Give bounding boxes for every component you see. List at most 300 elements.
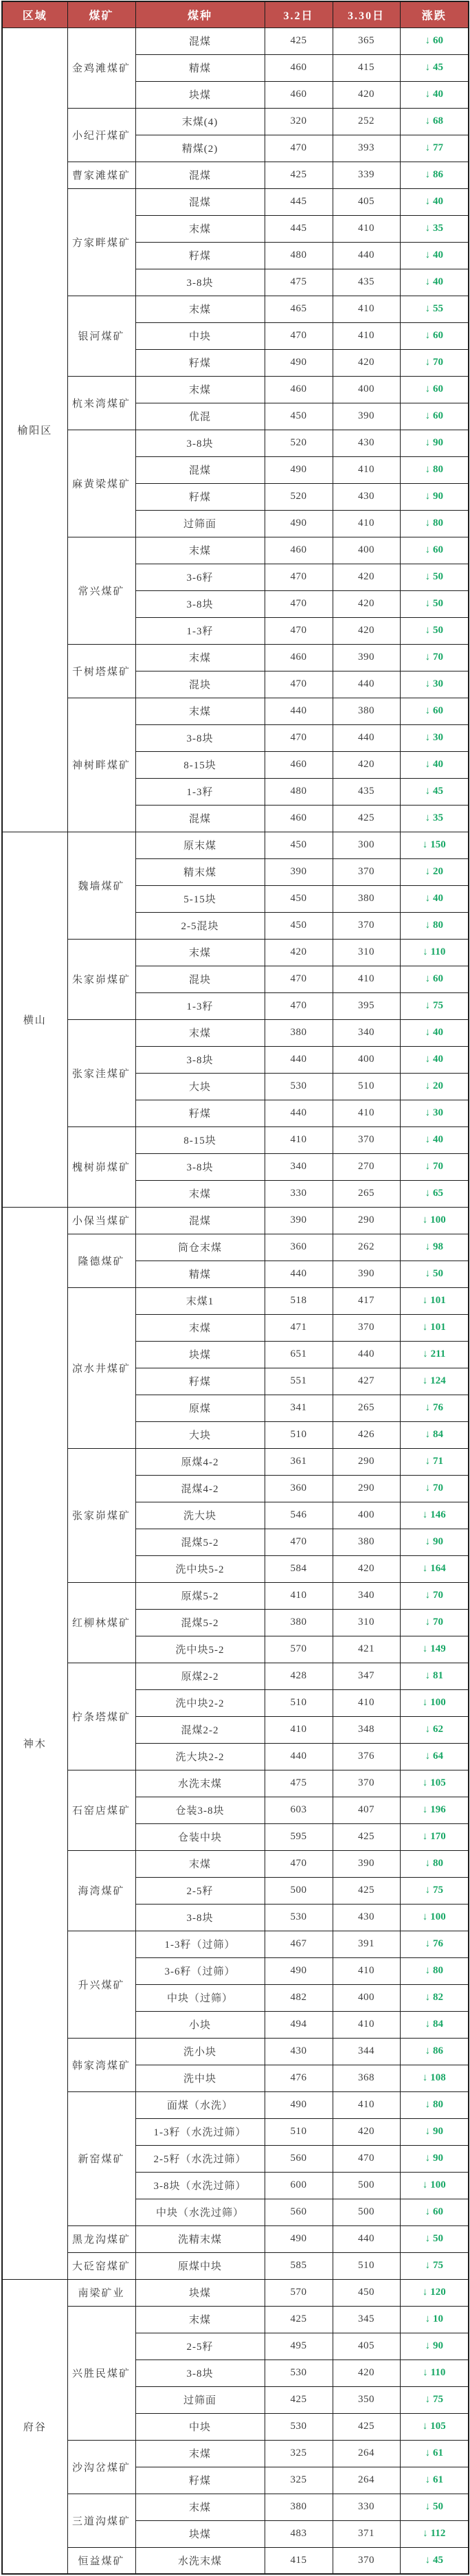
change-value: 60 [433, 2206, 443, 2217]
mine-cell: 红柳林煤矿 [67, 1582, 135, 1663]
change-value: 70 [433, 1590, 443, 1601]
down-arrow-icon: ↓ [425, 705, 430, 716]
down-arrow-icon: ↓ [425, 303, 430, 314]
price-mar2-cell: 551 [265, 1368, 333, 1395]
change-value: 150 [430, 839, 446, 850]
down-arrow-icon: ↓ [425, 2260, 430, 2271]
table-row [2, 108, 469, 135]
table-row [2, 1448, 469, 1475]
price-mar2-cell: 530 [265, 1904, 333, 1931]
down-arrow-icon: ↓ [425, 2206, 430, 2217]
price-mar30-cell: 368 [333, 2065, 400, 2091]
price-mar30-cell: 310 [333, 1609, 400, 1636]
down-arrow-icon: ↓ [422, 1375, 428, 1386]
price-mar2-cell: 470 [265, 590, 333, 617]
down-arrow-icon: ↓ [425, 357, 430, 368]
price-mar2-cell: 440 [265, 1261, 333, 1287]
down-arrow-icon: ↓ [425, 625, 430, 636]
coal-type-cell: 混煤5-2 [135, 1529, 265, 1555]
change-value: 80 [433, 920, 443, 931]
price-mar30-cell: 440 [333, 242, 400, 269]
table-row [2, 644, 469, 671]
coal-type-cell: 水洗末煤 [135, 1770, 265, 1797]
price-mar2-cell: 430 [265, 2038, 333, 2065]
price-mar30-cell: 290 [333, 1448, 400, 1475]
price-mar2-cell: 470 [265, 135, 333, 162]
down-arrow-icon: ↓ [425, 2394, 430, 2405]
change-value: 45 [433, 62, 443, 73]
change-cell [400, 1046, 469, 1073]
down-arrow-icon: ↓ [425, 223, 430, 234]
change-value: 30 [433, 678, 443, 689]
change-cell [400, 1636, 469, 1663]
coal-type-cell: 末煤 [135, 698, 265, 724]
price-mar2-cell: 518 [265, 1287, 333, 1314]
change-value: 50 [433, 598, 443, 609]
table-row [2, 939, 469, 966]
price-mar2-cell: 595 [265, 1823, 333, 1850]
price-mar30-cell: 410 [333, 215, 400, 242]
change-value: 65 [433, 1188, 443, 1199]
change-cell [400, 2413, 469, 2440]
mine-cell: 张家洼煤矿 [67, 1019, 135, 1126]
price-mar30-cell: 290 [333, 1475, 400, 1502]
header-coal-type: 煤种 [135, 1, 265, 27]
price-mar2-cell: 470 [265, 671, 333, 698]
down-arrow-icon: ↓ [425, 1000, 430, 1011]
down-arrow-icon: ↓ [425, 1751, 430, 1762]
change-cell [400, 1395, 469, 1421]
mine-cell: 恒益煤矿 [67, 2547, 135, 2574]
change-value: 45 [433, 786, 443, 797]
mine-cell: 常兴煤矿 [67, 537, 135, 644]
price-mar2-cell: 470 [265, 617, 333, 644]
coal-type-cell: 原煤 [135, 1395, 265, 1421]
price-mar2-cell: 475 [265, 1770, 333, 1797]
price-mar2-cell: 603 [265, 1797, 333, 1823]
down-arrow-icon: ↓ [422, 2421, 428, 2432]
table-row [2, 1770, 469, 1797]
change-cell [400, 2467, 469, 2494]
price-mar30-cell: 390 [333, 403, 400, 430]
down-arrow-icon: ↓ [425, 2313, 430, 2324]
price-mar2-cell: 546 [265, 1502, 333, 1529]
price-mar30-cell: 410 [333, 510, 400, 537]
price-mar2-cell: 470 [265, 1850, 333, 1877]
table-row [2, 1207, 469, 1234]
price-mar2-cell: 471 [265, 1314, 333, 1341]
table-row [2, 2091, 469, 2118]
price-mar2-cell: 410 [265, 1716, 333, 1743]
price-mar30-cell: 400 [333, 376, 400, 403]
price-mar2-cell: 360 [265, 1234, 333, 1261]
table-row [2, 2494, 469, 2520]
mine-cell: 兴胜民煤矿 [67, 2306, 135, 2440]
down-arrow-icon: ↓ [425, 1054, 430, 1065]
coal-type-cell: 3-8块 [135, 1153, 265, 1180]
price-mar30-cell: 470 [333, 2145, 400, 2172]
coal-type-cell: 块煤 [135, 81, 265, 108]
price-mar30-cell: 420 [333, 2360, 400, 2386]
coal-type-cell: 混煤 [135, 162, 265, 188]
coal-type-cell: 精末煤 [135, 858, 265, 885]
change-cell [400, 2145, 469, 2172]
change-value: 20 [433, 866, 443, 877]
change-cell [400, 966, 469, 992]
price-mar2-cell: 361 [265, 1448, 333, 1475]
mine-cell: 黑龙沟煤矿 [67, 2225, 135, 2252]
coal-type-cell: 籽煤 [135, 483, 265, 510]
down-arrow-icon: ↓ [425, 410, 430, 421]
change-value: 80 [433, 1858, 443, 1869]
coal-type-cell: 混块 [135, 671, 265, 698]
change-value: 75 [433, 1000, 443, 1011]
table-row [2, 1931, 469, 1957]
price-mar30-cell: 310 [333, 939, 400, 966]
change-cell [400, 1100, 469, 1126]
down-arrow-icon: ↓ [425, 893, 430, 904]
change-cell [400, 2199, 469, 2225]
coal-type-cell: 1-3籽 [135, 778, 265, 805]
price-mar2-cell: 380 [265, 1609, 333, 1636]
price-mar2-cell: 520 [265, 483, 333, 510]
mine-cell: 升兴煤矿 [67, 1931, 135, 2038]
price-mar30-cell: 330 [333, 2494, 400, 2520]
price-mar2-cell: 475 [265, 269, 333, 296]
table-row [2, 376, 469, 403]
mine-cell: 槐树峁煤矿 [67, 1126, 135, 1207]
coal-type-cell: 面煤（水洗） [135, 2091, 265, 2118]
price-mar30-cell: 410 [333, 966, 400, 992]
change-cell [400, 1126, 469, 1153]
price-mar30-cell: 440 [333, 1341, 400, 1368]
down-arrow-icon: ↓ [425, 2019, 430, 2030]
mine-cell: 金鸡滩煤矿 [67, 27, 135, 108]
down-arrow-icon: ↓ [425, 1885, 430, 1896]
change-cell [400, 2547, 469, 2574]
price-mar30-cell: 391 [333, 1931, 400, 1957]
change-cell [400, 483, 469, 510]
price-mar2-cell: 341 [265, 1395, 333, 1421]
down-arrow-icon: ↓ [425, 35, 430, 46]
mine-cell: 柠条塔煤矿 [67, 1663, 135, 1770]
coal-type-cell: 小块 [135, 2011, 265, 2038]
price-mar2-cell: 410 [265, 1582, 333, 1609]
change-cell [400, 644, 469, 671]
price-mar2-cell: 585 [265, 2252, 333, 2279]
change-cell [400, 296, 469, 322]
price-mar30-cell: 347 [333, 1663, 400, 1689]
price-mar2-cell: 520 [265, 430, 333, 456]
change-cell [400, 1689, 469, 1716]
coal-type-cell: 末煤 [135, 1314, 265, 1341]
change-cell [400, 1314, 469, 1341]
price-mar2-cell: 482 [265, 1984, 333, 2011]
coal-type-cell: 末煤 [135, 2306, 265, 2333]
coal-type-cell: 末煤 [135, 2494, 265, 2520]
change-cell [400, 376, 469, 403]
change-cell [400, 2333, 469, 2360]
table-row [2, 188, 469, 215]
price-mar2-cell: 480 [265, 778, 333, 805]
table-row [2, 1287, 469, 1314]
price-mar30-cell: 380 [333, 1529, 400, 1555]
price-mar2-cell: 530 [265, 2413, 333, 2440]
table-row [2, 1019, 469, 1046]
change-value: 50 [433, 2233, 443, 2244]
coal-type-cell: 3-8块 [135, 2360, 265, 2386]
price-mar30-cell: 425 [333, 2413, 400, 2440]
price-mar30-cell: 371 [333, 2520, 400, 2547]
coal-type-cell: 3-8块 [135, 430, 265, 456]
coal-type-cell: 2-5籽 [135, 1877, 265, 1904]
price-mar30-cell: 420 [333, 349, 400, 376]
down-arrow-icon: ↓ [425, 196, 430, 207]
price-mar30-cell: 252 [333, 108, 400, 135]
coal-type-cell: 3-8块（水洗过筛） [135, 2172, 265, 2199]
price-mar30-cell: 405 [333, 188, 400, 215]
change-value: 60 [433, 544, 443, 555]
change-cell [400, 1770, 469, 1797]
coal-type-cell: 末煤(4) [135, 108, 265, 135]
price-mar2-cell: 490 [265, 2091, 333, 2118]
table-row [2, 1850, 469, 1877]
price-mar30-cell: 425 [333, 805, 400, 832]
price-mar2-cell: 470 [265, 966, 333, 992]
change-cell [400, 1207, 469, 1234]
region-cell: 神木 [2, 1207, 67, 2279]
change-value: 75 [433, 2394, 443, 2405]
change-value: 90 [433, 491, 443, 502]
change-value: 98 [433, 1241, 443, 1252]
down-arrow-icon: ↓ [425, 1429, 430, 1440]
mine-cell: 南梁矿业 [67, 2279, 135, 2306]
price-mar30-cell: 265 [333, 1395, 400, 1421]
change-cell [400, 671, 469, 698]
region-cell: 府谷 [2, 2279, 67, 2574]
mine-cell: 朱家峁煤矿 [67, 939, 135, 1019]
change-cell [400, 456, 469, 483]
change-value: 60 [433, 35, 443, 46]
coal-type-cell: 籽煤 [135, 349, 265, 376]
coal-type-cell: 末煤 [135, 215, 265, 242]
price-mar2-cell: 460 [265, 54, 333, 81]
coal-type-cell: 籽煤 [135, 2467, 265, 2494]
coal-type-cell: 末煤1 [135, 1287, 265, 1314]
change-cell [400, 188, 469, 215]
change-value: 112 [430, 2528, 446, 2539]
mine-cell: 千树塔煤矿 [67, 644, 135, 698]
change-value: 30 [433, 1107, 443, 1118]
price-mar30-cell: 370 [333, 1314, 400, 1341]
table-body [2, 27, 469, 2574]
change-cell [400, 2252, 469, 2279]
down-arrow-icon: ↓ [425, 1483, 430, 1494]
price-mar30-cell: 370 [333, 858, 400, 885]
change-value: 60 [433, 330, 443, 341]
down-arrow-icon: ↓ [422, 2072, 428, 2083]
change-cell [400, 1957, 469, 1984]
down-arrow-icon: ↓ [425, 518, 430, 529]
down-arrow-icon: ↓ [422, 839, 428, 850]
down-arrow-icon: ↓ [425, 2447, 430, 2458]
change-value: 70 [433, 1617, 443, 1628]
change-cell [400, 2091, 469, 2118]
down-arrow-icon: ↓ [425, 678, 430, 689]
change-cell [400, 832, 469, 858]
change-value: 170 [430, 1831, 446, 1842]
change-cell [400, 1609, 469, 1636]
change-cell [400, 108, 469, 135]
change-cell [400, 2440, 469, 2467]
coal-type-cell: 2-5籽（水洗过筛） [135, 2145, 265, 2172]
coal-type-cell: 末煤 [135, 939, 265, 966]
table-row [2, 2440, 469, 2467]
down-arrow-icon: ↓ [422, 1911, 428, 1922]
price-mar2-cell: 470 [265, 322, 333, 349]
price-mar30-cell: 350 [333, 2386, 400, 2413]
coal-type-cell: 末煤 [135, 376, 265, 403]
change-value: 70 [433, 652, 443, 663]
down-arrow-icon: ↓ [425, 1992, 430, 2003]
coal-type-cell: 中块 [135, 322, 265, 349]
down-arrow-icon: ↓ [422, 1509, 428, 1520]
change-cell [400, 724, 469, 751]
down-arrow-icon: ↓ [425, 2045, 430, 2056]
price-mar30-cell: 410 [333, 1957, 400, 1984]
price-mar30-cell: 393 [333, 135, 400, 162]
mine-cell: 韩家湾煤矿 [67, 2038, 135, 2091]
price-mar2-cell: 570 [265, 2279, 333, 2306]
table-row [2, 2279, 469, 2306]
coal-type-cell: 3-8块 [135, 724, 265, 751]
coal-type-cell: 混煤5-2 [135, 1609, 265, 1636]
down-arrow-icon: ↓ [423, 2367, 428, 2378]
change-value: 110 [430, 946, 446, 957]
change-value: 164 [430, 1563, 446, 1574]
coal-type-cell: 3-8块 [135, 590, 265, 617]
coal-type-cell: 块煤 [135, 2279, 265, 2306]
down-arrow-icon: ↓ [425, 866, 430, 877]
change-value: 40 [433, 1054, 443, 1065]
coal-type-cell: 2-5混块 [135, 912, 265, 939]
change-value: 50 [433, 571, 443, 582]
down-arrow-icon: ↓ [423, 946, 428, 957]
price-mar2-cell: 465 [265, 296, 333, 322]
change-cell [400, 2360, 469, 2386]
down-arrow-icon: ↓ [422, 1697, 428, 1708]
table-row [2, 430, 469, 456]
change-value: 61 [433, 2447, 443, 2458]
mine-cell: 麻黄梁煤矿 [67, 430, 135, 537]
price-mar2-cell: 390 [265, 858, 333, 885]
down-arrow-icon: ↓ [425, 2233, 430, 2244]
change-cell [400, 1153, 469, 1180]
price-mar30-cell: 339 [333, 162, 400, 188]
mine-cell: 新窑煤矿 [67, 2091, 135, 2225]
down-arrow-icon: ↓ [425, 920, 430, 931]
change-value: 30 [433, 732, 443, 743]
down-arrow-icon: ↓ [425, 1080, 430, 1091]
coal-type-cell: 3-6籽 [135, 564, 265, 590]
change-cell [400, 322, 469, 349]
price-mar30-cell: 265 [333, 1180, 400, 1207]
price-mar2-cell: 340 [265, 1153, 333, 1180]
coal-type-cell: 优混 [135, 403, 265, 430]
price-mar30-cell: 425 [333, 1823, 400, 1850]
down-arrow-icon: ↓ [425, 249, 430, 260]
price-mar30-cell: 400 [333, 1046, 400, 1073]
down-arrow-icon: ↓ [425, 142, 430, 153]
price-mar2-cell: 460 [265, 376, 333, 403]
coal-type-cell: 混煤 [135, 805, 265, 832]
down-arrow-icon: ↓ [425, 544, 430, 555]
price-mar30-cell: 410 [333, 296, 400, 322]
price-mar30-cell: 376 [333, 1743, 400, 1770]
down-arrow-icon: ↓ [425, 169, 430, 180]
change-cell [400, 1823, 469, 1850]
change-value: 68 [433, 115, 443, 126]
down-arrow-icon: ↓ [425, 89, 430, 100]
change-value: 45 [433, 2554, 443, 2566]
mine-cell: 三道沟煤矿 [67, 2494, 135, 2547]
price-mar30-cell: 430 [333, 1904, 400, 1931]
price-mar30-cell: 345 [333, 2306, 400, 2333]
price-mar2-cell: 490 [265, 510, 333, 537]
change-value: 105 [430, 1777, 446, 1788]
change-cell [400, 2118, 469, 2145]
price-mar2-cell: 425 [265, 27, 333, 54]
change-value: 75 [433, 1885, 443, 1896]
mine-cell: 方家畔煤矿 [67, 188, 135, 296]
change-cell [400, 751, 469, 778]
price-mar2-cell: 490 [265, 349, 333, 376]
coal-price-table [1, 1, 469, 2575]
change-cell [400, 1850, 469, 1877]
coal-type-cell: 1-3籽（过筛） [135, 1931, 265, 1957]
table-row [2, 537, 469, 564]
mine-cell: 石窑店煤矿 [67, 1770, 135, 1850]
price-mar30-cell: 415 [333, 54, 400, 81]
change-cell [400, 537, 469, 564]
coal-type-cell: 3-8块 [135, 269, 265, 296]
down-arrow-icon: ↓ [425, 1938, 430, 1949]
change-value: 100 [430, 1697, 446, 1708]
down-arrow-icon: ↓ [425, 759, 430, 770]
price-mar2-cell: 460 [265, 537, 333, 564]
table-row [2, 2547, 469, 2574]
mine-cell: 小保当煤矿 [67, 1207, 135, 1234]
price-mar30-cell: 262 [333, 1234, 400, 1261]
price-mar30-cell: 430 [333, 430, 400, 456]
coal-type-cell: 混煤2-2 [135, 1716, 265, 1743]
price-mar2-cell: 570 [265, 1636, 333, 1663]
down-arrow-icon: ↓ [425, 652, 430, 663]
coal-type-cell: 混煤 [135, 27, 265, 54]
price-mar2-cell: 490 [265, 1957, 333, 1984]
coal-type-cell: 末煤 [135, 644, 265, 671]
price-mar2-cell: 460 [265, 644, 333, 671]
change-value: 108 [430, 2072, 446, 2083]
change-cell [400, 617, 469, 644]
down-arrow-icon: ↓ [425, 2554, 430, 2566]
price-mar2-cell: 470 [265, 1529, 333, 1555]
price-mar2-cell: 380 [265, 1019, 333, 1046]
price-mar2-cell: 460 [265, 81, 333, 108]
down-arrow-icon: ↓ [425, 2501, 430, 2512]
price-mar2-cell: 325 [265, 2467, 333, 2494]
coal-type-cell: 3-8块 [135, 1904, 265, 1931]
